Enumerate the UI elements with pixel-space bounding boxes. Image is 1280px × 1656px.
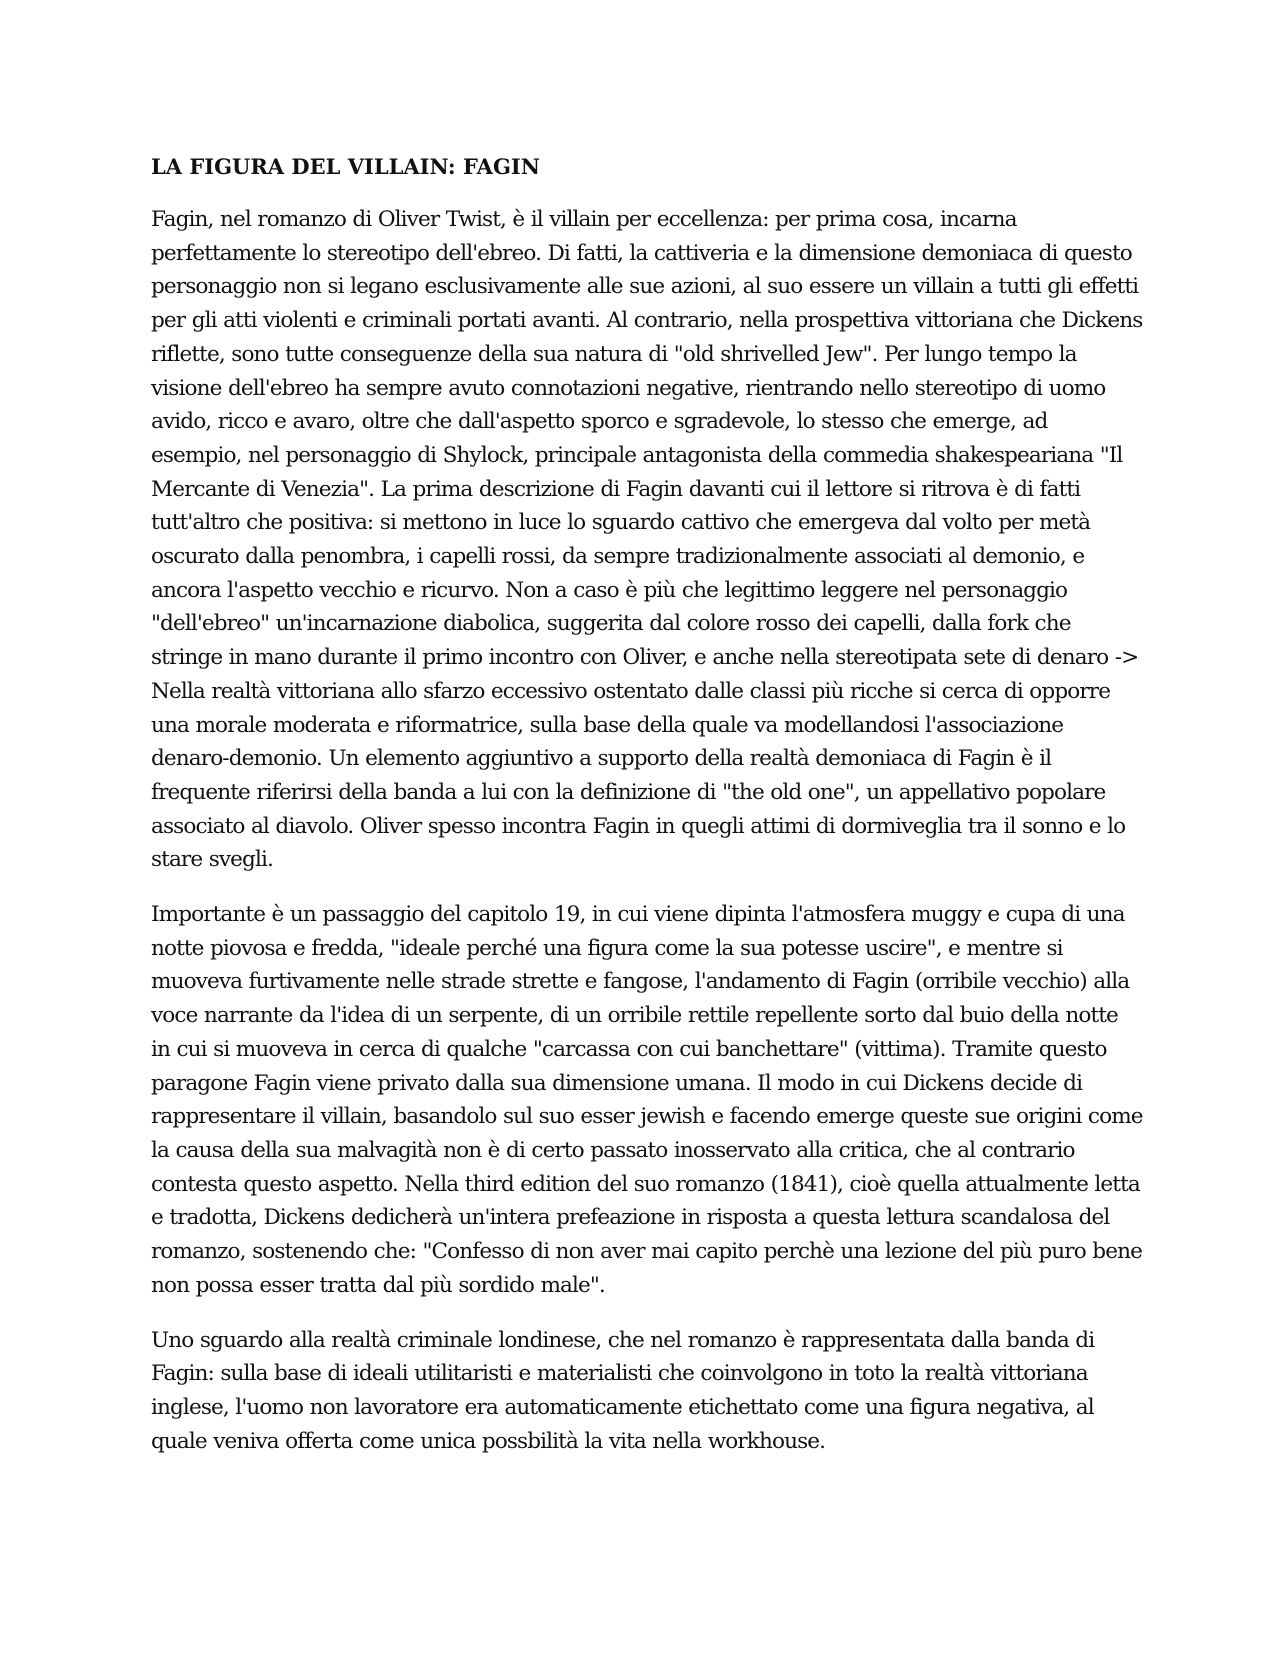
paragraph-criminal-london: Uno sguardo alla realtà criminale londinese, che nel romanzo è rappresentata dalla banda di Fagin: sulla base di ideali utilitaristi e materialisti che coinvolgono in toto la realtà vittoriana inglese, l'uomo non lavoratore era automaticamente etichettato come una figura negativa, al quale veniva offerta come unica possbilità la vita nella workhouse. [151, 1327, 1095, 1454]
paragraph-chapter-19: Importante è un passaggio del capitolo 19, in cui viene dipinta l'atmosfera muggy e cupa di una notte piovosa e fredda, "ideale perché una figura come la sua potesse uscire", e mentre si muoveva furtivamente nelle strade strette e fangose, l'andamento di Fagin (orribile vecchio) alla voce narrante da l'idea di un serpente, di un orribile rettile repellente sorto dal buio della notte in cui si muoveva in cerca di qualche "carcassa con cui banchettare" (vittima). Tramite questo paragone Fagin viene privato dalla sua dimensione umana. Il modo in cui Dickens decide di rappresentare il villain, basandolo sul suo esser jewish e facendo emerge queste sue origini come la causa della sua malvagità non è di certo passato inosservato alla critica, che al contrario contesta questo aspetto. Nella third edition del suo romanzo (1841), cioè quella attualmente letta e tradotta, Dickens dedicherà un'intera prefeazione in risposta a questa lettura scandalosa del romanzo, sostenendo che: "Confesso di non aver mai capito perchè una lezione del più puro bene non possa esser tratta dal più sordido male". [151, 902, 1143, 1298]
paragraph-fagin-introduction: Fagin, nel romanzo di Oliver Twist, è il villain per eccellenza: per prima cosa, incarna perfettamente lo stereotipo dell'ebreo. Di fatti, la cattiveria e la dimensione demoniaca di questo personaggio non si legano esclusivamente alle sue azioni, al suo essere un villain a tutti gli effetti per gli atti violenti e criminali portati avanti. Al contrario, nella prospettiva vittoriana che Dickens riflette, sono tutte conseguenze della sua natura di "old shrivelled Jew". Per lungo tempo la visione dell'ebreo ha sempre avuto connotazioni negative, rientrando nello stereotipo di uomo avido, ricco e avaro, oltre che dall'aspetto sporco e sgradevole, lo stesso che emerge, ad esempio, nel personaggio di Shylock, principale antagonista della commedia shakespeariana "Il Mercante di Venezia". La prima descrizione di Fagin davanti cui il lettore si ritrova è di fatti tutt'altro che positiva: si mettono in luce lo sguardo cattivo che emergeva dal volto per metà oscurato dalla penombra, i capelli rossi, da sempre tradizionalmente associati al demonio, e ancora l'aspetto vecchio e ricurvo. Non a caso è più che legittimo leggere nel personaggio "dell'ebreo" un'incarnazione diabolica, suggerita dal colore rosso dei capelli, dalla fork che stringe in mano durante il primo incontro con Oliver, e anche nella stereotipata sete di denaro -> Nella realtà vittoriana allo sfarzo eccessivo ostentato dalle classi più ricche si cerca di opporre una morale moderata e riformatrice, sulla base della quale va modellandosi l'associazione denaro-demonio. Un elemento aggiuntivo a supporto della realtà demoniaca di Fagin è il frequente riferirsi della banda a lui con la definizione di "the old one", un appellativo popolare associato al diavolo. Oliver spesso incontra Fagin in quegli attimi di dormiveglia tra il sonno e lo stare svegli. [151, 207, 1143, 873]
document-body [151, 150, 1143, 1479]
document-title: LA FIGURA DEL VILLAIN: FAGIN [151, 154, 540, 179]
